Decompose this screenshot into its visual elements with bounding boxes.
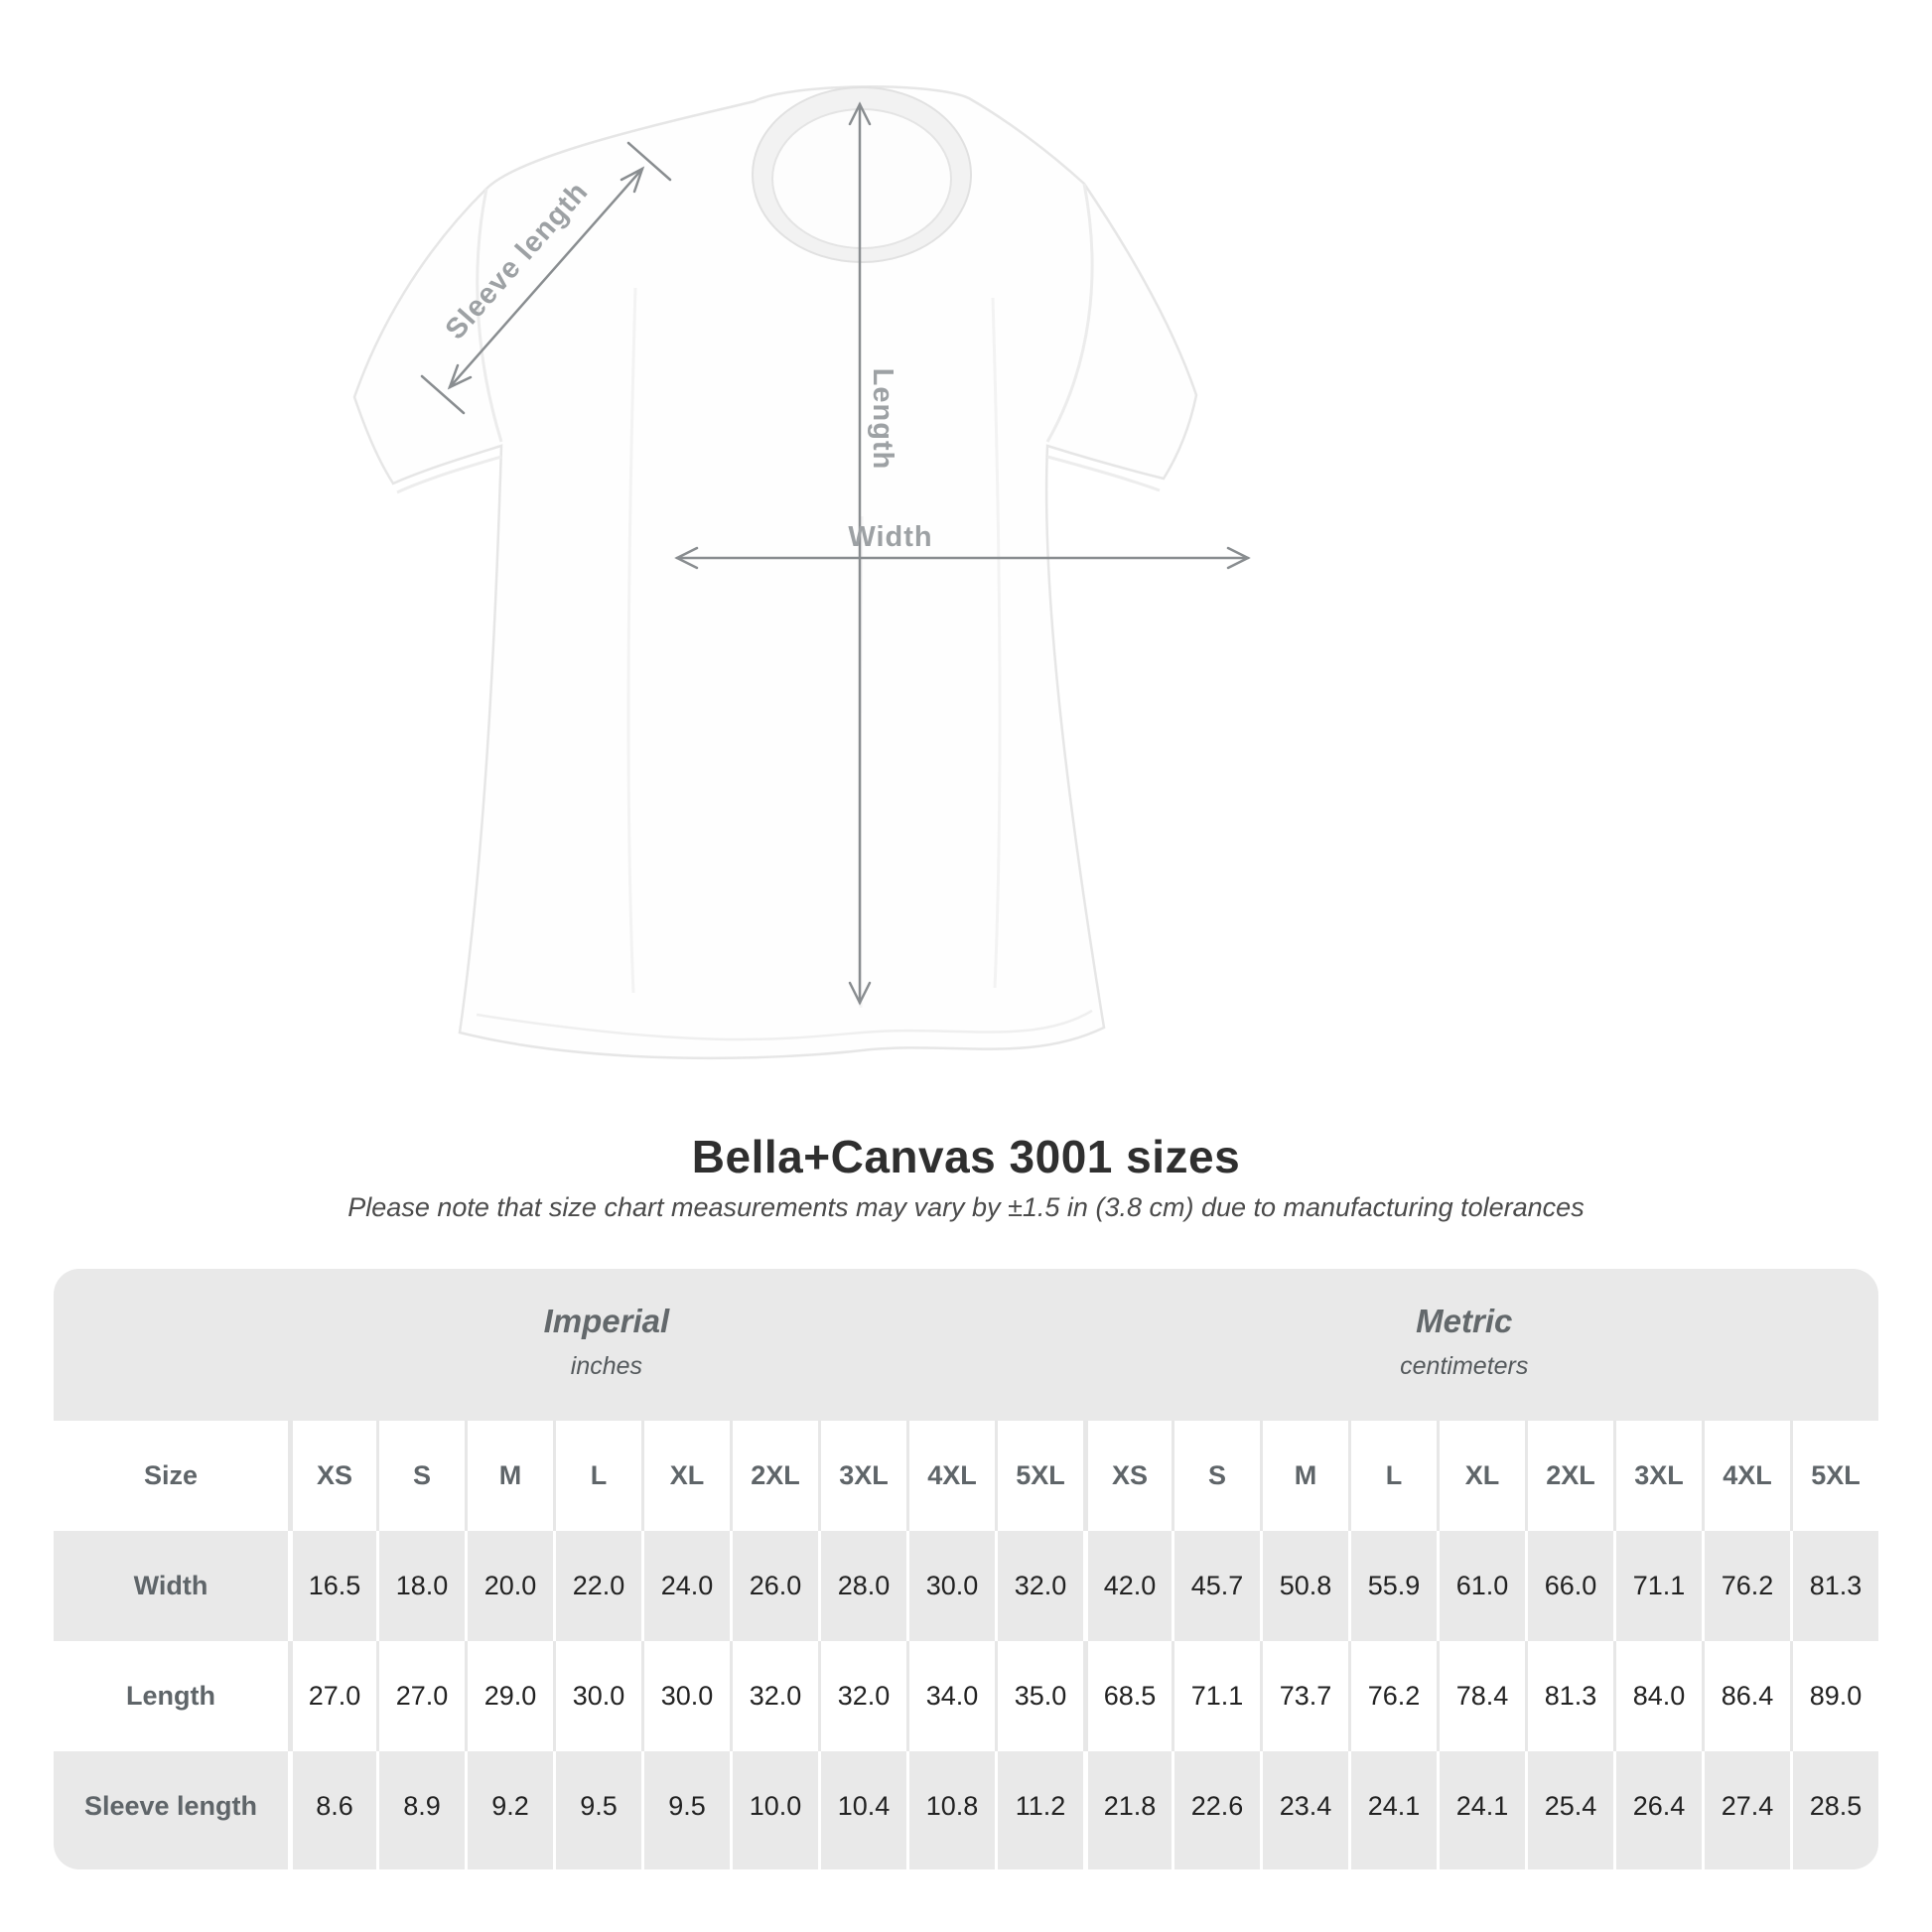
size-header-metric-m: M [1260, 1421, 1348, 1531]
row-label-length: Length [126, 1681, 215, 1711]
table-cell: 76.2 [1702, 1531, 1790, 1641]
table-cell: 86.4 [1702, 1641, 1790, 1751]
size-header-metric-s: S [1172, 1421, 1260, 1531]
table-cell: 84.0 [1613, 1641, 1702, 1751]
table-cell: 26.0 [730, 1531, 818, 1641]
table-cell: 61.0 [1437, 1531, 1525, 1641]
table-cell: 26.4 [1613, 1751, 1702, 1869]
table-cell: 20.0 [465, 1531, 553, 1641]
table-cell: 32.0 [995, 1531, 1083, 1641]
table-cell: 8.6 [288, 1751, 376, 1869]
table-cell: 45.7 [1172, 1531, 1260, 1641]
table-cell: 24.1 [1348, 1751, 1437, 1869]
length-label: Length [867, 367, 898, 471]
table-cell: 9.5 [553, 1751, 641, 1869]
size-header-metric-5xl: 5XL [1790, 1421, 1878, 1531]
table-cell: 68.5 [1083, 1641, 1172, 1751]
row-label-width: Width [133, 1571, 208, 1600]
table-cell: 71.1 [1172, 1641, 1260, 1751]
table-cell: 34.0 [906, 1641, 995, 1751]
table-cell: 22.6 [1172, 1751, 1260, 1869]
table-cell: 25.4 [1525, 1751, 1613, 1869]
table-cell: 10.0 [730, 1751, 818, 1869]
page-subtitle: Please note that size chart measurements may vary by ±1.5 in (3.8 cm) due to manufacturing tolerances [347, 1192, 1585, 1222]
table-cell: 30.0 [641, 1641, 730, 1751]
sleeve-length-label: Sleeve length [439, 176, 595, 346]
size-header-imperial-4xl: 4XL [906, 1421, 995, 1531]
table-cell: 81.3 [1790, 1531, 1878, 1641]
table-cell: 28.0 [818, 1531, 906, 1641]
collar-inner [772, 109, 951, 248]
size-header-metric-3xl: 3XL [1613, 1421, 1702, 1531]
table-cell: 55.9 [1348, 1531, 1437, 1641]
table-cell: 66.0 [1525, 1531, 1613, 1641]
metric-group-header [1400, 1303, 1528, 1381]
size-header-metric-2xl: 2XL [1525, 1421, 1613, 1531]
tshirt-graphic [354, 86, 1196, 1058]
table-cell: 27.0 [376, 1641, 465, 1751]
table-cell: 23.4 [1260, 1751, 1348, 1869]
size-header-imperial-m: M [465, 1421, 553, 1531]
tshirt-measurement-diagram [298, 50, 1271, 1132]
table-cell: 16.5 [288, 1531, 376, 1641]
table-cell: 24.1 [1437, 1751, 1525, 1869]
size-header-imperial-l: L [553, 1421, 641, 1531]
table-cell: 18.0 [376, 1531, 465, 1641]
width-label: Width [848, 521, 933, 553]
imperial-group-header [544, 1303, 670, 1381]
table-cell: 35.0 [995, 1641, 1083, 1751]
size-header-imperial-3xl: 3XL [818, 1421, 906, 1531]
table-cell: 10.8 [906, 1751, 995, 1869]
table-cell: 78.4 [1437, 1641, 1525, 1751]
imperial-title: Imperial [543, 1303, 670, 1339]
table-row-width [54, 1531, 1878, 1641]
table-cell: 11.2 [995, 1751, 1083, 1869]
table-cell: 42.0 [1083, 1531, 1172, 1641]
table-cell: 30.0 [906, 1531, 995, 1641]
table-cell: 29.0 [465, 1641, 553, 1751]
row-label-sleeve-length: Sleeve length [83, 1791, 258, 1821]
table-row-length [54, 1641, 1878, 1751]
table-header-row [54, 1421, 1878, 1531]
size-header-metric-xs: XS [1083, 1421, 1172, 1531]
size-column-label: Size [143, 1460, 199, 1490]
table-cell: 32.0 [730, 1641, 818, 1751]
table-cell: 10.4 [818, 1751, 906, 1869]
page-title: Bella+Canvas 3001 sizes [691, 1131, 1241, 1182]
size-header-metric-4xl: 4XL [1702, 1421, 1790, 1531]
table-cell: 27.4 [1702, 1751, 1790, 1869]
unit-header-band [54, 1269, 1878, 1421]
table-cell: 89.0 [1790, 1641, 1878, 1751]
table-cell: 9.2 [465, 1751, 553, 1869]
size-header-imperial-2xl: 2XL [730, 1421, 818, 1531]
table-cell: 71.1 [1613, 1531, 1702, 1641]
table-cell: 8.9 [376, 1751, 465, 1869]
table-cell: 9.5 [641, 1751, 730, 1869]
size-header-imperial-s: S [376, 1421, 465, 1531]
table-cell: 32.0 [818, 1641, 906, 1751]
table-cell: 50.8 [1260, 1531, 1348, 1641]
metric-title: Metric [1416, 1303, 1513, 1339]
table-cell: 73.7 [1260, 1641, 1348, 1751]
table-cell: 24.0 [641, 1531, 730, 1641]
table-cell: 81.3 [1525, 1641, 1613, 1751]
size-table [54, 1269, 1878, 1869]
table-cell: 30.0 [553, 1641, 641, 1751]
size-header-imperial-5xl: 5XL [995, 1421, 1083, 1531]
table-cell: 22.0 [553, 1531, 641, 1641]
table-cell: 28.5 [1790, 1751, 1878, 1869]
size-header-metric-xl: XL [1437, 1421, 1525, 1531]
table-cell: 21.8 [1083, 1751, 1172, 1869]
metric-unit: centimeters [1400, 1352, 1529, 1380]
size-header-imperial-xs: XS [288, 1421, 376, 1531]
table-row-sleeve-length [54, 1751, 1878, 1869]
table-cell: 76.2 [1348, 1641, 1437, 1751]
imperial-unit: inches [570, 1352, 643, 1380]
size-header-metric-l: L [1348, 1421, 1437, 1531]
size-header-imperial-xl: XL [641, 1421, 730, 1531]
table-cell: 27.0 [288, 1641, 376, 1751]
tshirt-diagram-svg [298, 50, 1271, 1132]
